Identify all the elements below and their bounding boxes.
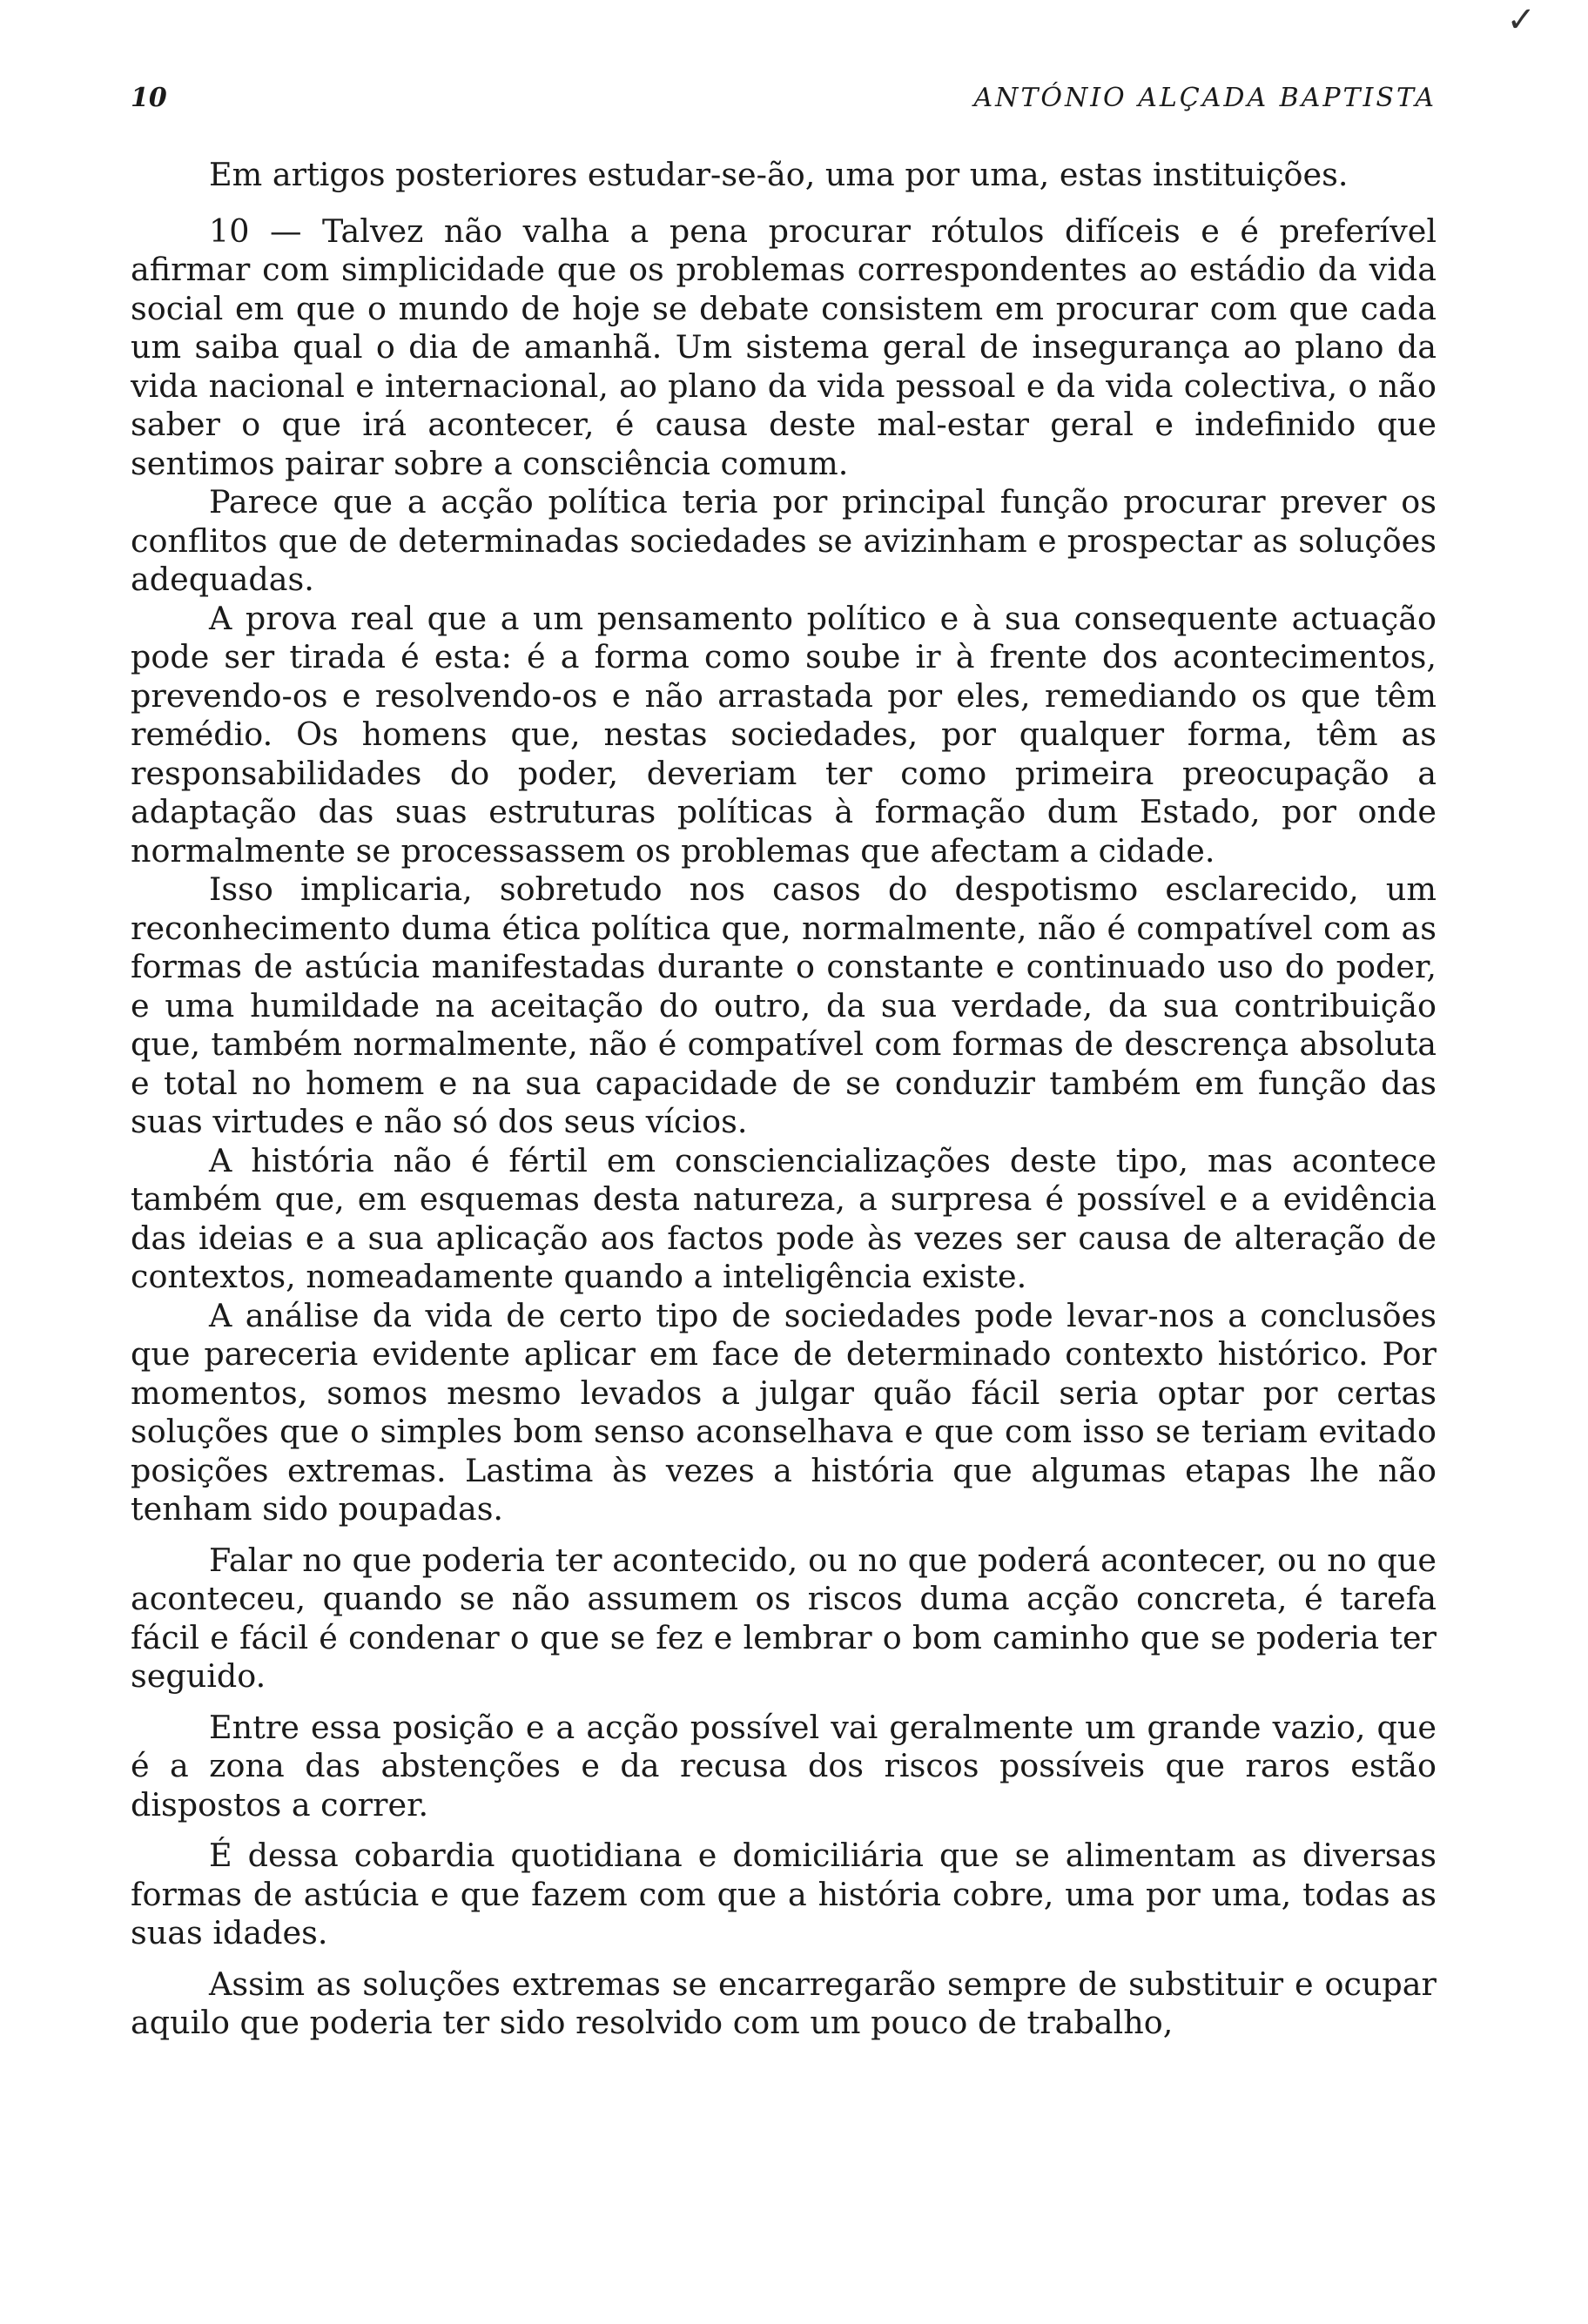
paragraph: A análise da vida de certo tipo de sociedades pode levar-nos a conclusões que pareceria evidente aplicar em face de determinado contexto histórico. Por momentos, somos mesmo levados a julgar quão fácil seria optar por certas soluções que o simples bom senso aconselhava e que com isso se teriam evitado posições extremas. Lastima às vezes a história que algumas etapas lhe não tenham sido poupadas. [131, 1296, 1437, 1528]
page-number: 10 [131, 83, 167, 113]
paragraph-intro: Em artigos posteriores estudar-se-ão, uma por uma, estas instituições. [209, 156, 1349, 193]
handwritten-check-mark: ✓ [1506, 0, 1536, 40]
page-header [131, 83, 1437, 138]
document-page [131, 83, 1437, 2043]
body-text [131, 156, 1437, 2043]
paragraph: 10 — Talvez não valha a pena procurar rótulos difíceis e é preferível afirmar com simplicidade que os problemas correspondentes ao estádio da vida social em que o mundo de hoje se debate consistem em procurar com que cada um saiba qual o dia de amanhã. Um sistema geral de insegurança ao plano da vida nacional e internacional, ao plano da vida pessoal e da vida colectiva, o não saber o que irá acontecer, é causa deste mal-estar geral e indefinido que sentimos pairar sobre a consciência comum. [131, 212, 1437, 482]
paragraph: Parece que a acção política teria por principal função procurar prever os conflitos que de determinadas sociedades se avizinham e prospectar as soluções adequadas. [131, 483, 1437, 598]
running-head: ANTÓNIO ALÇADA BAPTISTA [973, 83, 1437, 113]
paragraph: Isso implicaria, sobretudo nos casos do despotismo esclarecido, um reconhecimento duma ética política que, normalmente, não é compatível com as formas de astúcia manifestadas durante o constante e continuado uso do poder, e uma humildade na aceitação do outro, da sua verdade, da sua contribuição que, também normalmente, não é compatível com formas de descrença absoluta e total no homem e na sua capacidade de se conduzir também em função das suas virtudes e não só dos seus vícios. [131, 870, 1437, 1140]
paragraph: Entre essa posição e a acção possível vai geralmente um grande vazio, que é a zona das abstenções e da recusa dos riscos possíveis que raros estão dispostos a correr. [131, 1708, 1437, 1824]
paragraph: Falar no que poderia ter acontecido, ou no que poderá acontecer, ou no que aconteceu, quando se não assumem os riscos duma acção concreta, é tarefa fácil e fácil é condenar o que se fez e lembrar o bom caminho que se poderia ter seguido. [131, 1541, 1437, 1695]
paragraph: É dessa cobardia quotidiana e domiciliária que se alimentam as diversas formas de astúcia e que fazem com que a história cobre, uma por uma, todas as suas idades. [131, 1837, 1437, 1951]
paragraph: Assim as soluções extremas se encarregarão sempre de substituir e ocupar aquilo que poderia ter sido resolvido com um pouco de trabalho, [131, 1965, 1437, 2041]
paragraph: A história não é fértil em consciencializações deste tipo, mas acontece também que, em esquemas desta natureza, a surpresa é possível e a evidência das ideias e a sua aplicação aos factos pode às vezes ser causa de alteração de contextos, nomeadamente quando a inteligência existe. [131, 1141, 1437, 1295]
paragraph: A prova real que a um pensamento político e à sua consequente actuação pode ser tirada é esta: é a forma como soube ir à frente dos acontecimentos, prevendo-os e resolvendo-os e não arrastada por eles, remediando os que têm remédio. Os homens que, nestas sociedades, por qualquer forma, têm as responsabilidades do poder, deveriam ter como primeira preocupação a adaptação das suas estruturas políticas à formação dum Estado, por onde normalmente se processassem os problemas que afectam a cidade. [131, 599, 1437, 870]
